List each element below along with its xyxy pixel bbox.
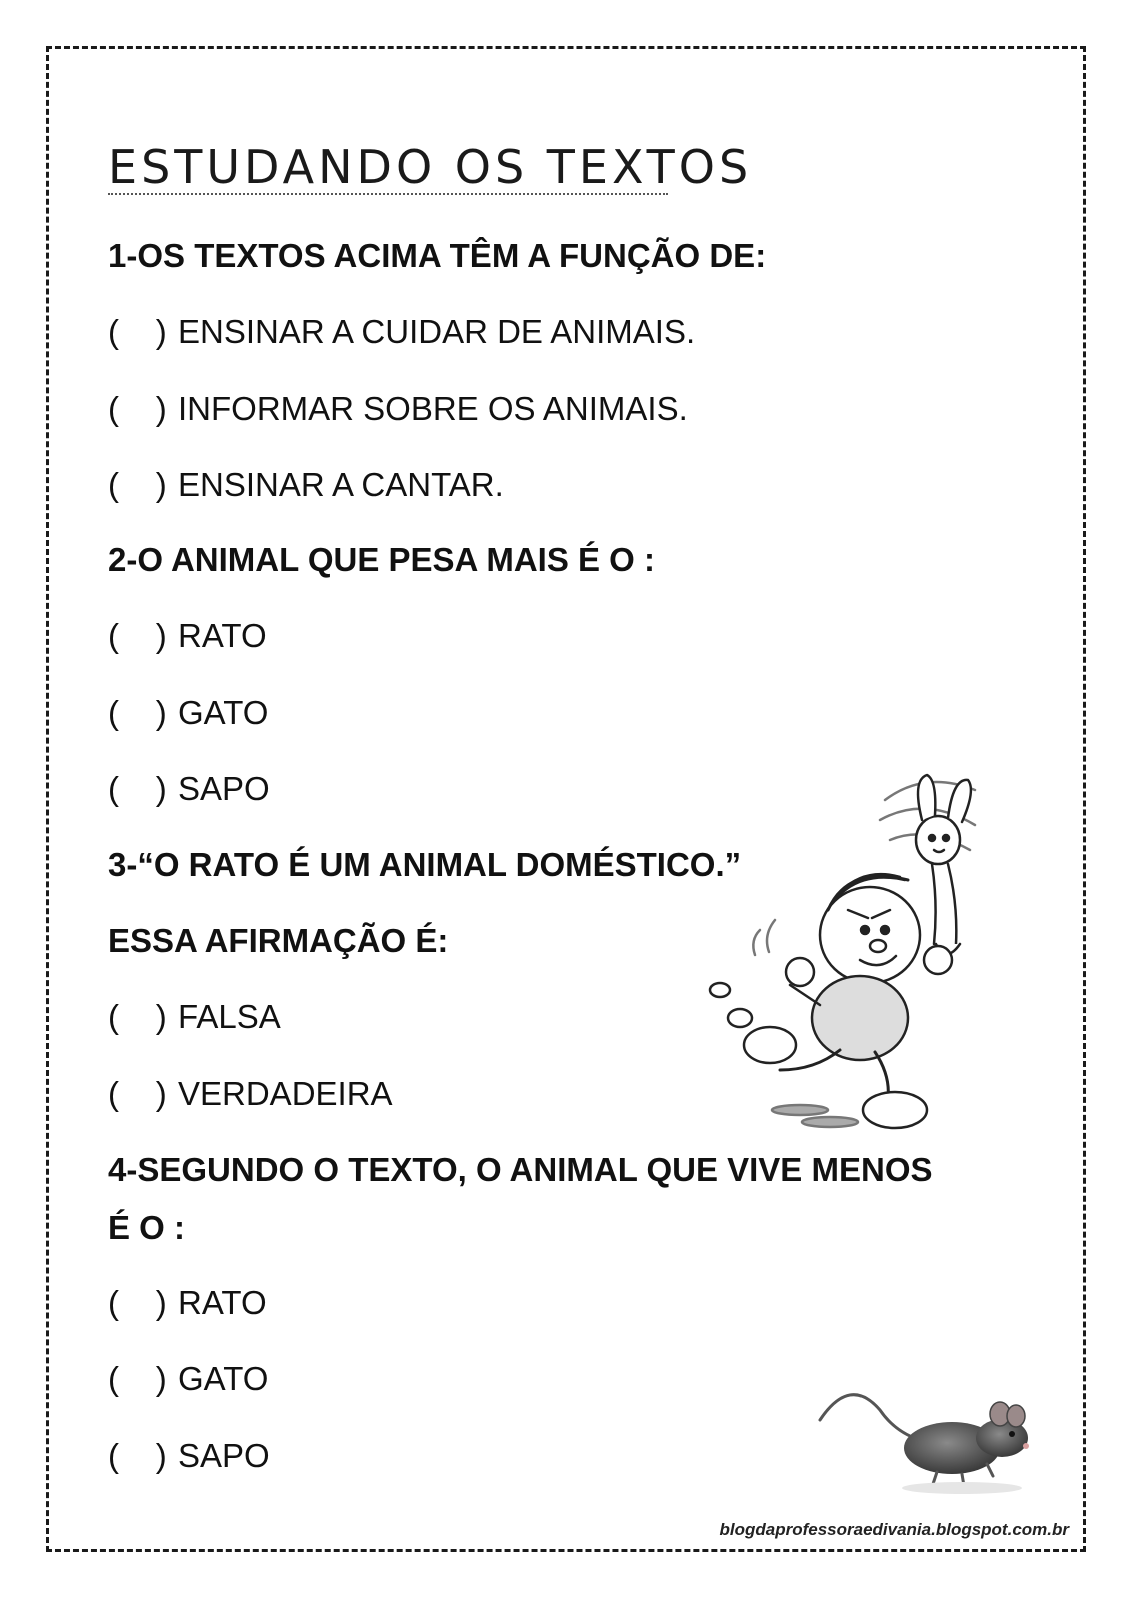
option-q2-2[interactable]: ( ) GATO <box>108 694 269 731</box>
option-q3-2[interactable]: ( ) VERDADEIRA <box>108 1075 393 1112</box>
mouse-illustration <box>812 1378 1042 1498</box>
question-3-prompt: ESSA AFIRMAÇÃO É: <box>108 922 449 959</box>
question-2: 2-O ANIMAL QUE PESA MAIS É O : <box>108 541 655 578</box>
blog-url-footer: blogdaprofessoraedivania.blogspot.com.br <box>719 1520 1069 1539</box>
option-q4-2[interactable]: ( ) GATO <box>108 1360 269 1397</box>
option-q1-2[interactable]: ( ) INFORMAR SOBRE OS ANIMAIS. <box>108 390 688 427</box>
option-q1-3[interactable]: ( ) ENSINAR A CANTAR. <box>108 466 504 503</box>
question-4-continued: É O : <box>108 1209 186 1246</box>
question-3: 3-“O RATO É UM ANIMAL DOMÉSTICO.” <box>108 846 742 883</box>
option-q2-1[interactable]: ( ) RATO <box>108 617 267 654</box>
option-q3-1[interactable]: ( ) FALSA <box>108 998 281 1035</box>
option-q1-1[interactable]: ( ) ENSINAR A CUIDAR DE ANIMAIS. <box>108 313 696 350</box>
running-boy-illustration <box>700 760 1000 1140</box>
option-q4-3[interactable]: ( ) SAPO <box>108 1437 270 1474</box>
title-underline <box>108 193 668 195</box>
option-q2-3[interactable]: ( ) SAPO <box>108 770 270 807</box>
question-1: 1-OS TEXTOS ACIMA TÊM A FUNÇÃO DE: <box>108 237 767 274</box>
page-title: ESTUDANDO OS TEXTOS <box>108 140 753 194</box>
option-q4-1[interactable]: ( ) RATO <box>108 1284 267 1321</box>
question-4: 4-SEGUNDO O TEXTO, O ANIMAL QUE VIVE MENOS <box>108 1151 933 1188</box>
